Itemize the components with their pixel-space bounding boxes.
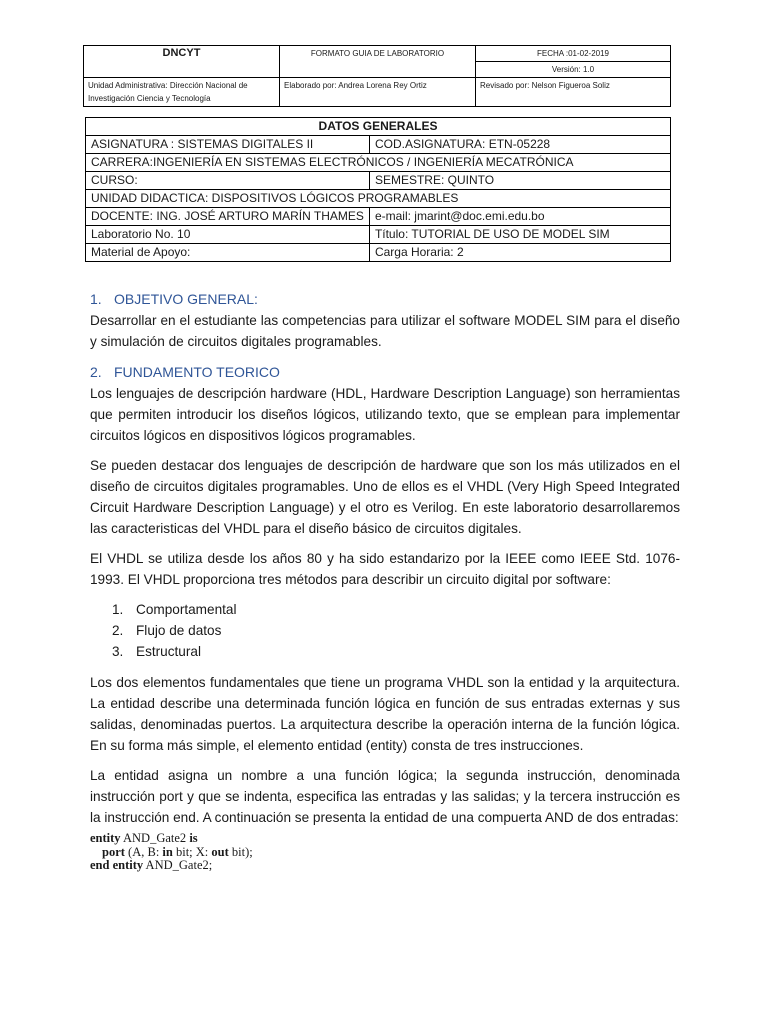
- list-item: 1. Comportamental: [112, 602, 237, 617]
- semestre-cell: SEMESTRE: QUINTO: [369, 172, 670, 190]
- objetivo-paragraph: Desarrollar en el estudiante las competencias para utilizar el software MODEL SIM para el diseño y simulación de circuitos digitales programables.: [90, 313, 680, 349]
- list-item: 2. Flujo de datos: [112, 623, 222, 638]
- fundamento-paragraph-4: Los dos elementos fundamentales que tiene un programa VHDL son la entidad y la arquitectura. La entidad describe una determinada función lógica en función de sus entradas externas y sus salidas, denominadas puertos. La arquitectura describe la operación interna de la función lógica. En su forma más simple, el elemento entidad (entity) consta de tres instrucciones.: [90, 675, 680, 753]
- fundamento-paragraph-5: La entidad asigna un nombre a una función lógica; la segunda instrucción, denominada instrucción port y que se indenta, especifica las entradas y las salidas; y la tercera instrucción es la instrucción end. A continuación se presenta la entidad de una compuerta AND de dos entradas:: [90, 768, 680, 825]
- fundamento-paragraph-3: El VHDL se utiliza desde los años 80 y ha sido estandarizo por la IEEE como IEEE Std. 1076-1993. El VHDL proporciona tres métodos para describir un circuito digital por software:: [90, 551, 680, 587]
- unidad-cell: Unidad Administrativa: Dirección Nacional de Investigación Ciencia y Tecnología: [84, 78, 280, 107]
- vhdl-code-block: [90, 832, 680, 873]
- general-data-title: DATOS GENERALES: [86, 118, 671, 136]
- general-data-table: [85, 117, 671, 262]
- code-line-3: end entity AND_Gate2;: [90, 858, 213, 872]
- document-body: [90, 288, 680, 873]
- docente-cell: DOCENTE: ING. JOSÉ ARTURO MARÍN THAMES: [86, 208, 370, 226]
- fundamento-paragraph-1: Los lenguajes de descripción hardware (HDL, Hardware Description Language) son herramientas que permiten introducir los diseños lógicos, utilizando texto, que se emplean para implementar circuitos lógicos en dispositivos lógicos programables.: [90, 386, 680, 443]
- format-cell: FORMATO GUIA DE LABORATORIO: [280, 46, 476, 78]
- carga-cell: Carga Horaria: 2: [369, 244, 670, 262]
- section-heading-fundamento: 2. FUNDAMENTO TEORICO: [90, 364, 280, 380]
- titulo-cell: Título: TUTORIAL DE USO DE MODEL SIM: [369, 226, 670, 244]
- carrera-cell: CARRERA:INGENIERÍA EN SISTEMAS ELECTRÓNICOS / INGENIERÍA MECATRÓNICA: [86, 154, 671, 172]
- revisado-cell: Revisado por: Nelson Figueroa Soliz: [476, 78, 671, 107]
- laboratorio-cell: Laboratorio No. 10: [86, 226, 370, 244]
- list-item: 3. Estructural: [112, 644, 201, 659]
- asignatura-cell: ASIGNATURA : SISTEMAS DIGITALES II: [86, 136, 370, 154]
- date-version-cell: [476, 46, 671, 78]
- code-line-2: port (A, B: in bit; X: out bit);: [102, 844, 253, 859]
- elaborado-cell: Elaborado por: Andrea Lorena Rey Ortiz: [280, 78, 476, 107]
- date-label: FECHA :01-02-2019: [476, 46, 670, 62]
- methods-list: [112, 599, 680, 662]
- org-cell: DNCYT: [84, 46, 280, 78]
- material-cell: Material de Apoyo:: [86, 244, 370, 262]
- email-cell: e-mail: jmarint@doc.emi.edu.bo: [369, 208, 670, 226]
- curso-cell: CURSO:: [86, 172, 370, 190]
- section-heading-objetivo: 1. OBJETIVO GENERAL:: [90, 291, 258, 307]
- fundamento-paragraph-2: Se pueden destacar dos lenguajes de descripción de hardware que son los más utilizados en el diseño de circuitos digitales programables. Uno de ellos es el VHDL (Very High Speed Integrated Circuit Hardware Description Language) y el otro es Verilog. En este laboratorio desarrollaremos las caracteristicas del VHDL para el diseño básico de circuitos digitales.: [90, 458, 680, 536]
- cod-asignatura-cell: COD.ASIGNATURA: ETN-05228: [369, 136, 670, 154]
- document-header-table: [83, 45, 671, 107]
- version-label: Versión: 1.0: [551, 65, 595, 74]
- unidad-didactica-cell: UNIDAD DIDACTICA: DISPOSITIVOS LÓGICOS PROGRAMABLES: [86, 190, 671, 208]
- code-line-1: entity AND_Gate2 is: [90, 831, 198, 845]
